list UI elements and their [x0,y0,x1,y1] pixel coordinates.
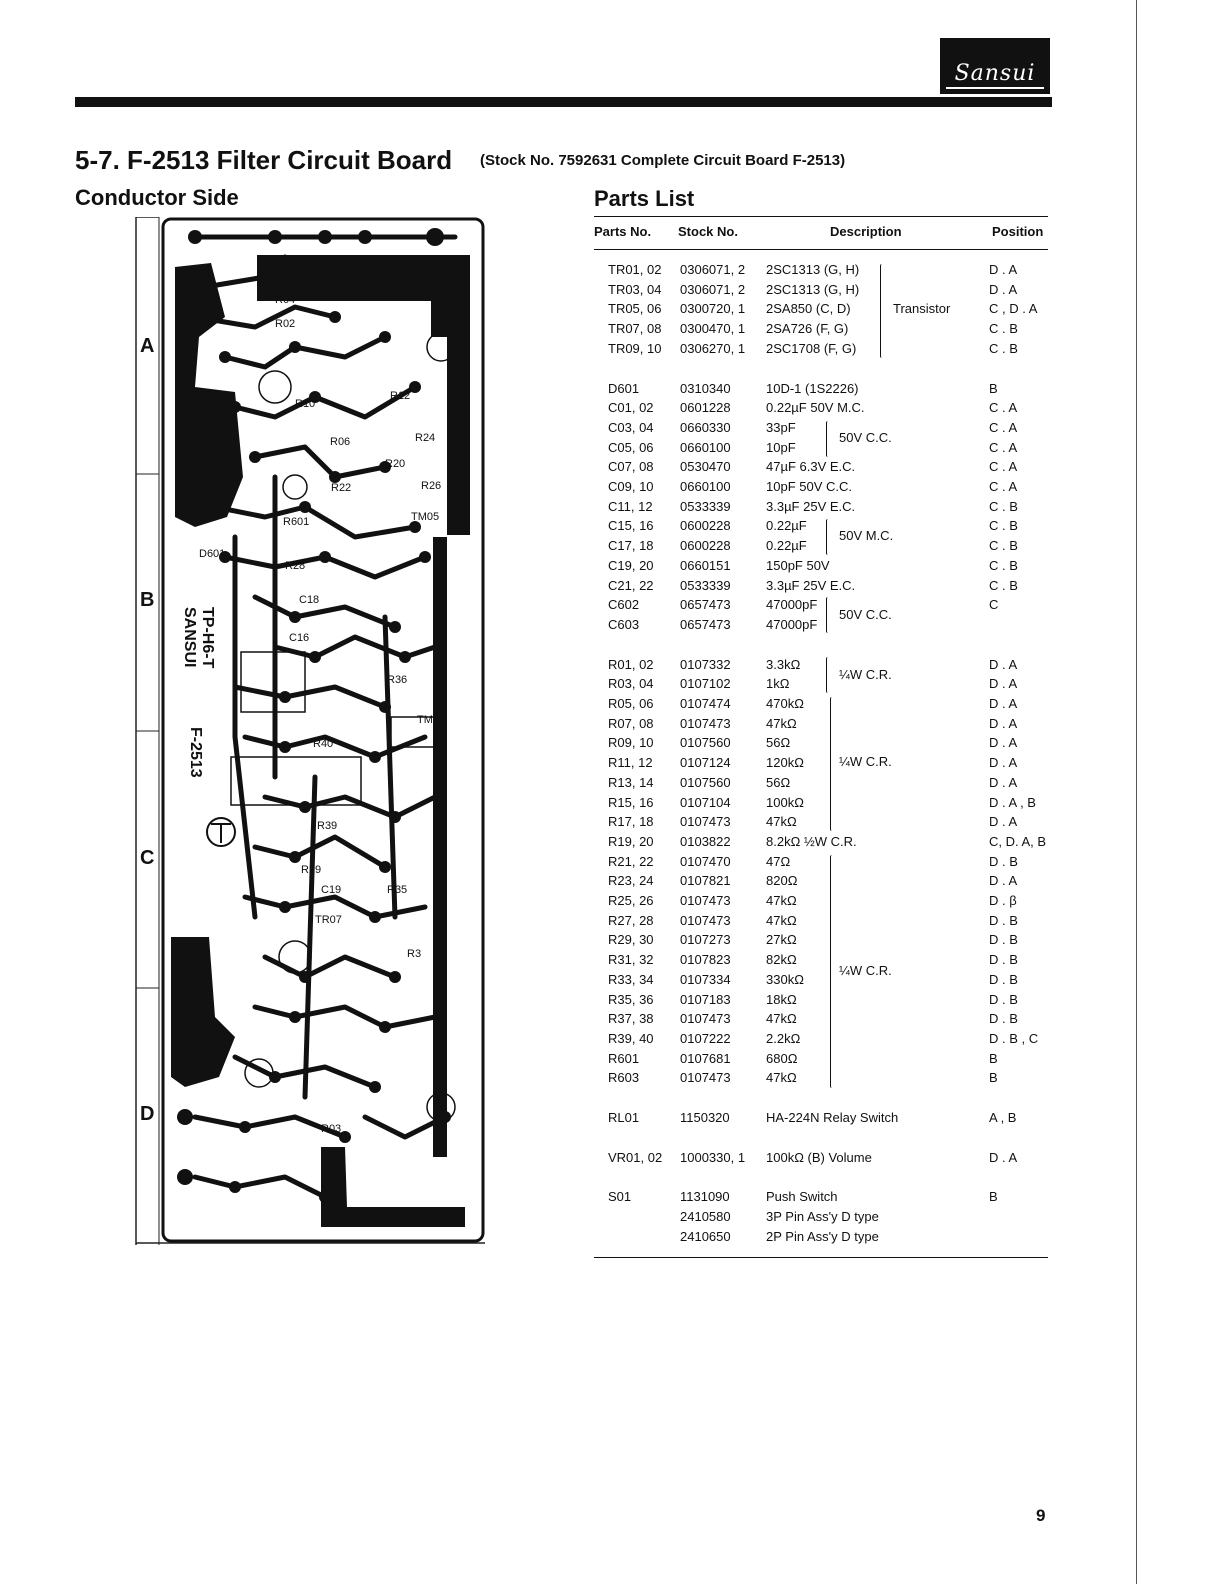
table-row [594,952,1048,971]
table-row [594,913,1048,932]
table-row [594,617,1048,636]
group-label-c03-06: 50V C.C. [839,430,892,445]
table-row [594,676,1048,695]
cell-position: D . A [989,696,1018,711]
group-label-r05-18: ¼W C.R. [839,754,892,769]
cell-position: D . A [989,262,1018,277]
cell-description: 330kΩ [766,971,804,987]
cell-part-no: R37, 38 [608,1011,654,1027]
cell-description: 3P Pin Ass'y D type [766,1209,879,1225]
cell-description: 3.3µF 25V E.C. [766,498,856,514]
cell-description: 2SC1313 (G, H) [766,262,860,277]
cell-part-no: R11, 12 [608,755,653,771]
cell-part-no: C15, 16 [608,518,654,534]
cell-part-no: RL01 [608,1110,640,1125]
cell-stock-no: 0660151 [680,557,731,573]
cell-position: D . B [989,853,1018,869]
cell-stock-no: 0107823 [680,952,731,968]
cell-position: D . A [989,873,1018,889]
cell-description: 82kΩ [766,952,797,968]
cell-part-no: R39, 40 [608,1030,654,1046]
table-row [594,755,1048,774]
svg-text:D601: D601 [199,548,226,560]
group-label-r21-603: ¼W C.R. [839,963,892,978]
cell-description: 470kΩ [766,696,804,711]
cell-description: 0.22µF [766,518,807,534]
cell-stock-no: 0107560 [680,735,731,751]
cell-position: D . A [989,281,1018,297]
cell-description: 47kΩ [766,912,797,928]
table-row [594,735,1048,754]
cell-description: 100kΩ [766,794,804,810]
header-position: Position [992,224,1044,239]
header-rule [75,97,1052,107]
cell-part-no: TR09, 10 [608,340,662,356]
cell-position: B [989,1070,998,1086]
cell-part-no: C03, 04 [608,419,654,435]
brand-logo-text: Sansui [954,61,1036,86]
cell-description: 120kΩ [766,755,804,771]
cell-part-no: C19, 20 [608,557,654,573]
svg-text:R29: R29 [301,864,322,876]
table-row [594,1011,1048,1030]
brace-c15-18 [826,519,833,555]
cell-part-no: R29, 30 [608,932,654,948]
row-label-c: C [140,847,155,869]
cell-stock-no: 0657473 [680,616,731,632]
cell-description: Push Switch [766,1189,838,1205]
svg-text:TM04: TM04 [417,714,446,726]
cell-part-no: C01, 02 [608,400,654,416]
cell-description: 47µF 6.3V E.C. [766,459,856,475]
cell-description: 0.22µF 50V M.C. [766,400,865,416]
cell-description: 56Ω [766,774,791,790]
cell-part-no: C09, 10 [608,479,654,494]
svg-text:R22: R22 [331,482,352,494]
header-stock-no: Stock No. [678,224,738,239]
cell-position: C . A [989,439,1018,455]
cell-position: C [989,597,999,613]
table-row [594,1070,1048,1089]
cell-position: C . B [989,538,1018,554]
cell-stock-no: 1131090 [680,1189,730,1205]
table-row [594,538,1048,557]
table-row [594,657,1048,676]
svg-text:R02: R02 [275,318,296,330]
row-label-b: B [140,589,155,611]
cell-part-no: R31, 32 [608,952,654,968]
cell-description: 47kΩ [766,1070,797,1086]
cell-part-no: R35, 36 [608,991,654,1007]
cell-description: 56Ω [766,735,791,751]
svg-text:R04: R04 [275,294,296,306]
cell-part-no: R09, 10 [608,735,654,751]
table-row [594,873,1048,892]
table-row [594,1229,1048,1248]
cell-description: 3.3kΩ [766,656,801,672]
group-label-c15-18: 50V M.C. [839,528,894,543]
cell-position: D . β [989,893,1017,908]
cell-position: D . A [989,676,1018,692]
table-row [594,1189,1048,1208]
table-row [594,301,1048,320]
svg-text:R601: R601 [283,516,310,528]
cell-position: C, D. A, B [989,833,1047,849]
cell-stock-no: 0107473 [680,893,731,908]
cell-stock-no: 0107473 [680,1070,731,1086]
svg-text:R39: R39 [317,820,338,832]
table-row [594,400,1048,419]
cell-description: 47000pF [766,597,818,613]
cell-part-no: R07, 08 [608,715,654,731]
svg-text:TR07: TR07 [315,914,342,926]
cell-description: 47kΩ [766,1011,797,1027]
cell-stock-no: 0107273 [680,932,731,948]
cell-stock-no: 0300720, 1 [680,301,746,317]
circuit-board-figure [135,217,487,1245]
cell-position: D . A [989,755,1018,771]
cell-stock-no: 0107473 [680,1011,731,1027]
cell-position: B [989,380,998,396]
table-row [594,932,1048,951]
table-row [594,795,1048,814]
svg-text:C18: C18 [299,594,320,606]
cell-stock-no: 0657473 [680,597,731,613]
cell-part-no: R603 [608,1070,640,1086]
table-row [594,597,1048,616]
table-row [594,518,1048,537]
table-row [594,1031,1048,1050]
cell-position: D . B [989,991,1018,1007]
svg-text:TM05: TM05 [411,511,440,523]
table-row [594,1150,1048,1169]
cell-position: C . B [989,498,1018,514]
brace-c03-06 [826,421,833,457]
group-label-r01-04: ¼W C.R. [839,667,892,682]
cell-part-no: R13, 14 [608,774,654,790]
svg-text:R26: R26 [421,480,442,492]
cell-position: C . B [989,518,1018,534]
cell-part-no: C17, 18 [608,538,654,554]
cell-position: D . B , C [989,1030,1039,1046]
svg-text:R35: R35 [387,884,408,896]
cell-stock-no: 0533339 [680,498,731,514]
cell-stock-no: 0107183 [680,991,731,1007]
svg-text:R12: R12 [390,390,411,402]
section-title: 5-7. F-2513 Filter Circuit Board [75,145,453,175]
cell-position: D . B [989,932,1018,948]
cell-stock-no: 2410580 [680,1209,731,1225]
table-row [594,459,1048,478]
brace-r05-18 [830,697,837,831]
cell-part-no: TR03, 04 [608,281,662,297]
cell-description: 47Ω [766,853,791,869]
cell-description: 2SC1708 (F, G) [766,340,857,356]
cell-stock-no: 0107473 [680,715,731,731]
table-row [594,558,1048,577]
cell-stock-no: 0533339 [680,577,731,593]
silk-board-id: TP-H6-T [199,607,216,669]
cell-position: D . A [989,715,1018,731]
circuit-board-drawing [135,217,487,1245]
cell-position: C . A [989,479,1018,494]
svg-text:R20: R20 [385,458,406,470]
cell-description: 33pF [766,419,796,435]
cell-description: HA-224N Relay Switch [766,1110,899,1125]
cell-stock-no: 1000330, 1 [680,1149,746,1165]
cell-position: C . A [989,400,1018,416]
cell-position: D . B [989,1011,1018,1027]
brand-logo [940,38,1050,94]
cell-stock-no: 0306071, 2 [680,281,746,297]
cell-description: 100kΩ (B) Volume [766,1149,872,1165]
cell-position: B [989,1050,998,1066]
cell-position: D . A [989,1149,1018,1165]
cell-position: C , D . A [989,301,1038,317]
cell-description: 0.22µF [766,538,807,554]
cell-part-no: S01 [608,1189,632,1205]
cell-position: C . A [989,459,1018,475]
table-row [594,716,1048,735]
cell-part-no: R33, 34 [608,971,654,987]
table-row [594,282,1048,301]
cell-part-no: R25, 26 [608,893,654,908]
cell-part-no: C07, 08 [608,459,654,475]
header-description: Description [830,224,902,239]
cell-stock-no: 0600228 [680,518,731,534]
group-label-c602-603: 50V C.C. [839,607,892,622]
cell-stock-no: 0107222 [680,1030,731,1046]
table-row [594,972,1048,991]
table-bottom-rule [594,1257,1048,1258]
table-top-rule [594,216,1048,217]
table-row [594,814,1048,833]
group-label-transistor: Transistor [893,301,951,316]
row-label-d: D [140,1103,155,1125]
cell-stock-no: 0107334 [680,971,731,987]
cell-position: D . A [989,735,1018,751]
table-row [594,1209,1048,1228]
cell-position: C . A [989,419,1018,435]
cell-part-no: C602 [608,597,640,613]
header-parts-no: Parts No. [594,224,652,239]
cell-position: D . B [989,971,1018,987]
cell-stock-no: 0107474 [680,696,731,711]
table-row [594,854,1048,873]
cell-stock-no: 0103822 [680,833,731,849]
parts-list-title: Parts List [594,186,695,211]
cell-position: C . B [989,321,1018,337]
cell-stock-no: 0107332 [680,656,731,672]
cell-description: 47kΩ [766,893,797,908]
table-row [594,1110,1048,1129]
cell-stock-no: 0306270, 1 [680,340,746,356]
cell-part-no: C05, 06 [608,439,654,455]
table-row [594,262,1048,281]
cell-description: 150pF 50V [766,557,830,573]
cell-description: 3.3µF 25V E.C. [766,577,856,593]
cell-part-no: TR07, 08 [608,321,662,337]
table-row [594,479,1048,498]
cell-part-no: VR01, 02 [608,1149,663,1165]
cell-part-no: R01, 02 [608,656,654,672]
cell-description: 47kΩ [766,715,797,731]
brace-c602-603 [826,597,833,633]
cell-part-no: R601 [608,1050,640,1066]
cell-part-no: R19, 20 [608,833,654,849]
cell-description: 10pF 50V C.C. [766,479,852,494]
cell-stock-no: 0107473 [680,912,731,928]
cell-stock-no: 0300470, 1 [680,321,746,337]
cell-position: D . A [989,656,1018,672]
cell-position: C . B [989,340,1018,356]
cell-stock-no: 0310340 [680,380,731,396]
cell-description: 2.2kΩ [766,1030,801,1046]
table-row [594,834,1048,853]
conductor-side-title: Conductor Side [75,185,239,210]
cell-description: 2SA850 (C, D) [766,301,851,317]
stock-note: (Stock No. 7592631 Complete Circuit Board F-2513) [480,152,846,169]
table-row [594,499,1048,518]
cell-stock-no: 0107102 [680,676,731,692]
cell-description: 27kΩ [766,932,797,948]
cell-position: D . A , B [989,794,1036,810]
cell-part-no: R05, 06 [608,696,654,711]
cell-part-no: C603 [608,616,640,632]
svg-text:R36: R36 [387,674,408,686]
svg-text:R10: R10 [295,398,316,410]
cell-description: 47kΩ [766,814,797,830]
cell-stock-no: 0306071, 2 [680,262,746,277]
cell-stock-no: 0530470 [680,459,731,475]
cell-part-no: D601 [608,380,640,396]
svg-text:R40: R40 [313,738,334,750]
brand-logo-underline [946,87,1044,89]
page-number: 9 [1036,1506,1046,1525]
svg-text:C19: C19 [321,884,342,896]
cell-stock-no: 1150320 [680,1110,730,1125]
cell-description: 1kΩ [766,676,790,692]
svg-text:C16: C16 [289,632,310,644]
svg-text:R06: R06 [330,436,351,448]
cell-position: D . B [989,952,1018,968]
table-row [594,893,1048,912]
cell-stock-no: 0107473 [680,814,731,830]
cell-part-no: TR01, 02 [608,262,662,277]
cell-description: 18kΩ [766,991,797,1007]
cell-part-no: C21, 22 [608,577,654,593]
table-row [594,341,1048,360]
svg-text:R28: R28 [285,560,306,572]
svg-text:R24: R24 [415,432,436,444]
cell-stock-no: 0107821 [680,873,731,889]
cell-position: D . B [989,912,1018,928]
cell-stock-no: 0107104 [680,794,731,810]
cell-part-no: C11, 12 [608,498,653,514]
cell-stock-no: 0107470 [680,853,731,869]
table-row [594,440,1048,459]
cell-position: C . B [989,557,1018,573]
cell-position: C . B [989,577,1018,593]
brace-r01-04 [826,657,833,693]
cell-stock-no: 0600228 [680,538,731,554]
cell-part-no: R21, 22 [608,853,654,869]
table-row [594,321,1048,340]
cell-stock-no: 0107681 [680,1050,731,1066]
cell-description: 10pF [766,439,796,455]
page-edge-line [1136,0,1137,1584]
cell-stock-no: 0107124 [680,755,731,771]
cell-stock-no: 0660100 [680,479,731,494]
cell-stock-no: 0660330 [680,419,731,435]
brace-r21-603 [830,855,837,1088]
cell-description: 10D-1 (1S2226) [766,380,859,396]
silk-model: F-2513 [187,727,204,778]
silk-brand: SANSUI [181,607,198,668]
cell-part-no: R03, 04 [608,676,654,692]
cell-position: D . A [989,814,1018,830]
cell-stock-no: 2410650 [680,1228,731,1244]
table-row [594,992,1048,1011]
cell-position: A , B [989,1110,1017,1125]
table-row [594,696,1048,715]
cell-description: 2P Pin Ass'y D type [766,1228,879,1244]
cell-description: 2SA726 (F, G) [766,321,849,337]
table-row [594,381,1048,400]
brace-transistor [880,264,887,358]
cell-part-no: R23, 24 [608,873,654,889]
cell-part-no: R27, 28 [608,912,654,928]
cell-position: D . A [989,774,1018,790]
cell-description: 47000pF [766,616,818,632]
cell-description: 680Ω [766,1050,798,1066]
table-row [594,1051,1048,1070]
table-row [594,578,1048,597]
cell-part-no: R17, 18 [608,814,654,830]
cell-position: B [989,1189,998,1205]
cell-stock-no: 0601228 [680,400,731,416]
cell-part-no: R15, 16 [608,794,654,810]
cell-description: 2SC1313 (G, H) [766,281,860,297]
table-row [594,775,1048,794]
svg-text:R3: R3 [407,948,422,960]
cell-description: 8.2kΩ ½W C.R. [766,833,857,849]
table-row [594,420,1048,439]
row-label-a: A [140,335,155,357]
cell-description: 820Ω [766,873,798,889]
svg-text:R03: R03 [321,1123,342,1135]
cell-stock-no: 0107560 [680,774,731,790]
header-bottom-rule [594,249,1048,250]
cell-stock-no: 0660100 [680,439,731,455]
cell-part-no: TR05, 06 [608,301,662,317]
